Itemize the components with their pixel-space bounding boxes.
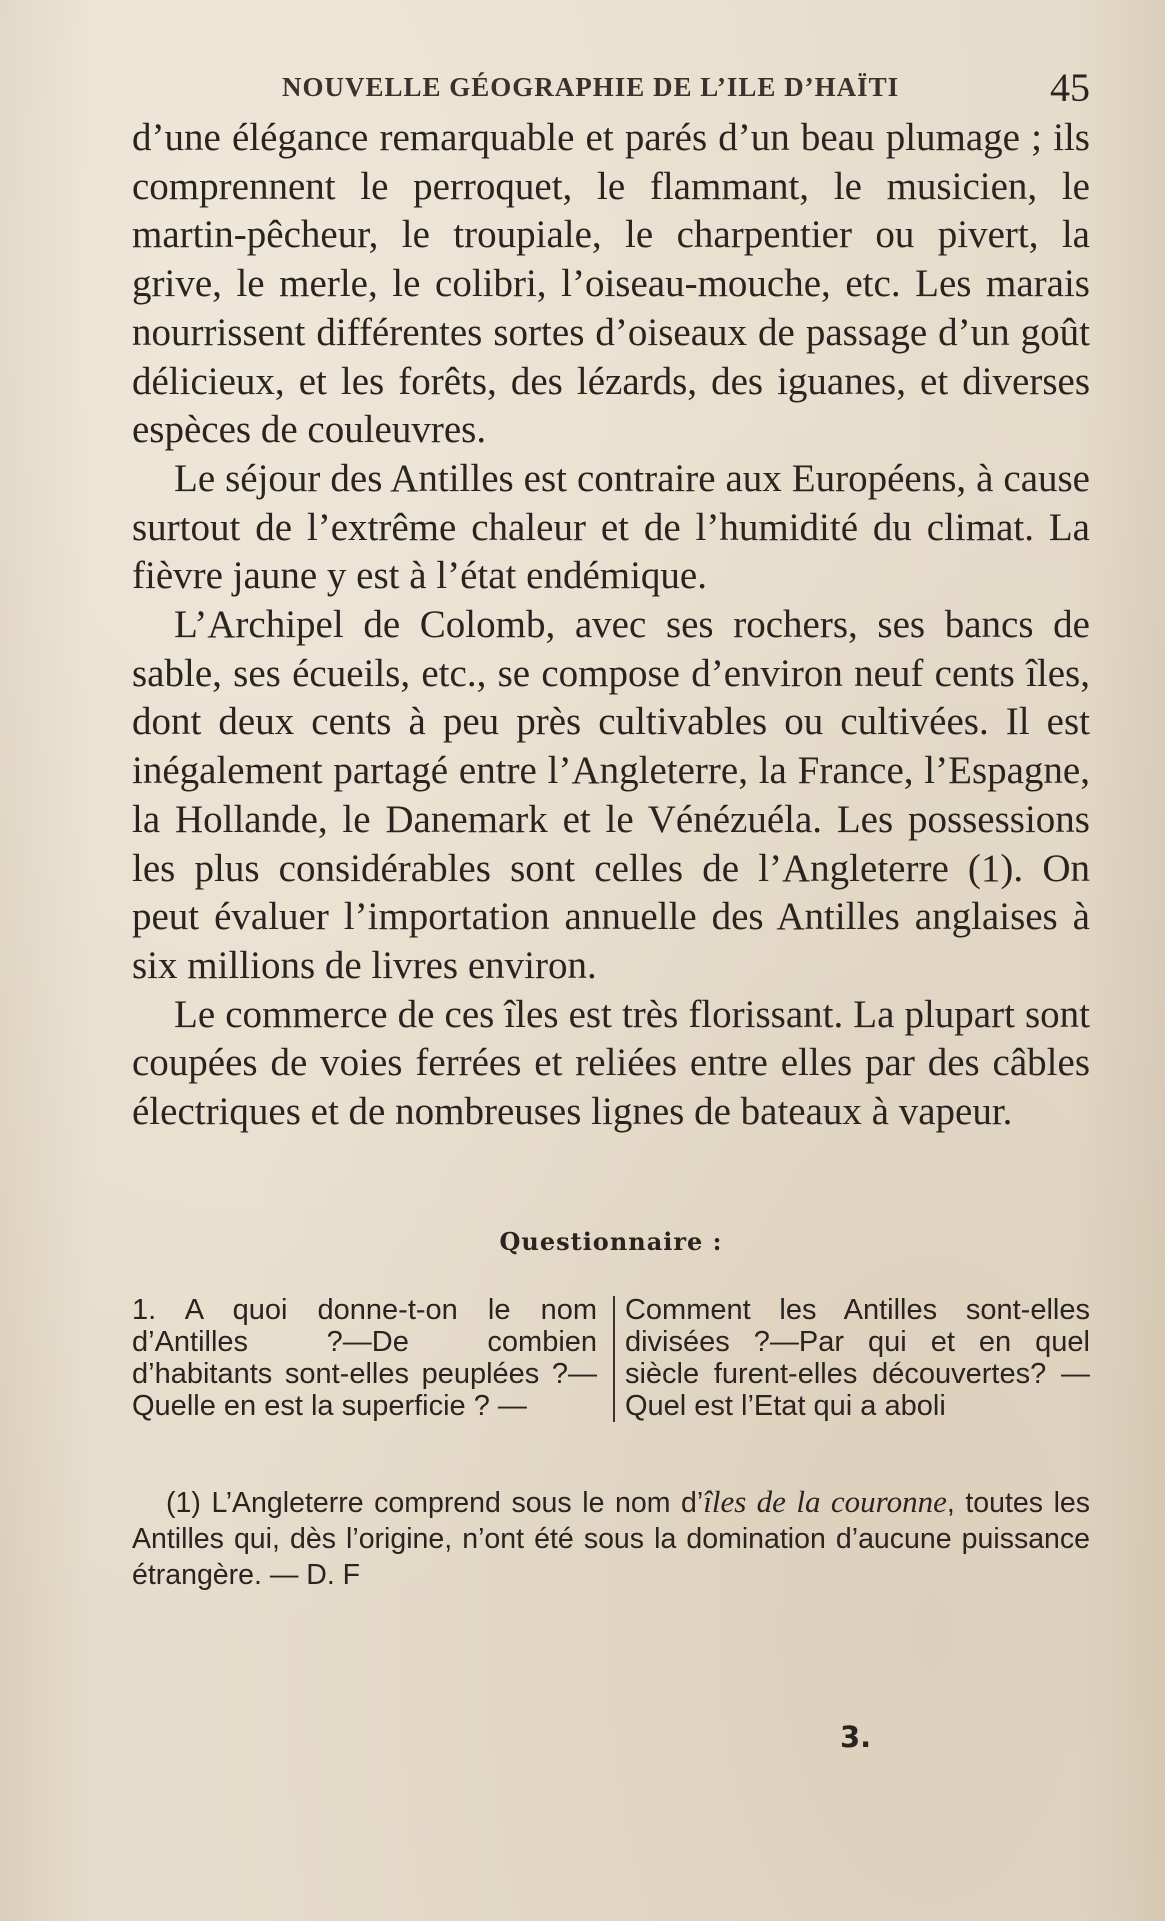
footnote-marker: (1)	[166, 1486, 201, 1519]
running-head	[132, 58, 1090, 114]
questionnaire-left-column: 1. A quoi donne-t-on le nom d’Antilles ?—De combien d’habitants sont-elles peuplées ?— Quelle en est la superficie ? —	[132, 1293, 598, 1422]
paragraph-4: Le commerce de ces îles est très florissant. La plupart sont coupées de voies ferrées et reliées entre elles par des câbles électriques et de nombreuses lignes de bateaux à vapeur.	[132, 992, 1090, 1134]
paragraph-1: d’une élégance remarquable et parés d’un beau plumage ; ils comprennent le perroquet, le flammant, le musicien, le martin-pêcheur, le troupiale, le charpentier ou pivert, la grive, le merle, le colibri, l’oiseau-mouche, etc. Les marais nourrissent différentes sortes d’oiseaux de passage d’un goût délicieux, et les forêts, des lézards, des iguanes, et diverses espèces de couleuvres.	[132, 116, 1090, 452]
footnote-italic: îles de la couronne	[703, 1483, 947, 1519]
paragraph-3: L’Archipel de Colomb, avec ses rochers, ses bancs de sable, ses écueils, etc., se compose d’environ neuf cents îles, dont deux cents à peu près cultivables ou cultivées. Il est inégalement partagé entre l’Angleterre, la France, l’Espagne, la Hollande, le Danemark et le Vénézuéla. Les possessions les plus considérables sont celles de l’Angleterre (1). On peut évaluer l’importation annuelle des Antilles anglaises à six millions de livres environ.	[132, 603, 1090, 987]
questionnaire-heading: Questionnaire :	[499, 1226, 723, 1256]
footnote-text-after: , toutes les Antilles qui, dès l’origine, n’ont été sous la domination d’aucune puissance étrangère. — D. F	[132, 1486, 1091, 1591]
questionnaire-columns	[132, 1294, 1090, 1422]
footnote	[132, 1484, 1090, 1593]
running-title: NOUVELLE GÉOGRAPHIE DE L’ILE D’HAÏTI	[282, 72, 900, 102]
signature-mark: 3.	[840, 1720, 872, 1754]
column-divider	[613, 1296, 615, 1422]
book-page	[132, 58, 1090, 1593]
footnote-text-before: L’Angleterre comprend sous le nom d’	[211, 1486, 704, 1519]
page-number: 45	[1050, 65, 1090, 110]
body-text	[132, 114, 1090, 1137]
paragraph-2: Le séjour des Antilles est contraire aux Européens, à cause surtout de l’extrême chaleur et de l’humidité du climat. La fièvre jaune y est à l’état endémique.	[132, 456, 1090, 598]
questionnaire-right-column: Comment les Antilles sont-elles divisées ?—Par qui et en quel siècle furent-elles découvertes? — Quel est l’Etat qui a aboli	[624, 1293, 1090, 1422]
